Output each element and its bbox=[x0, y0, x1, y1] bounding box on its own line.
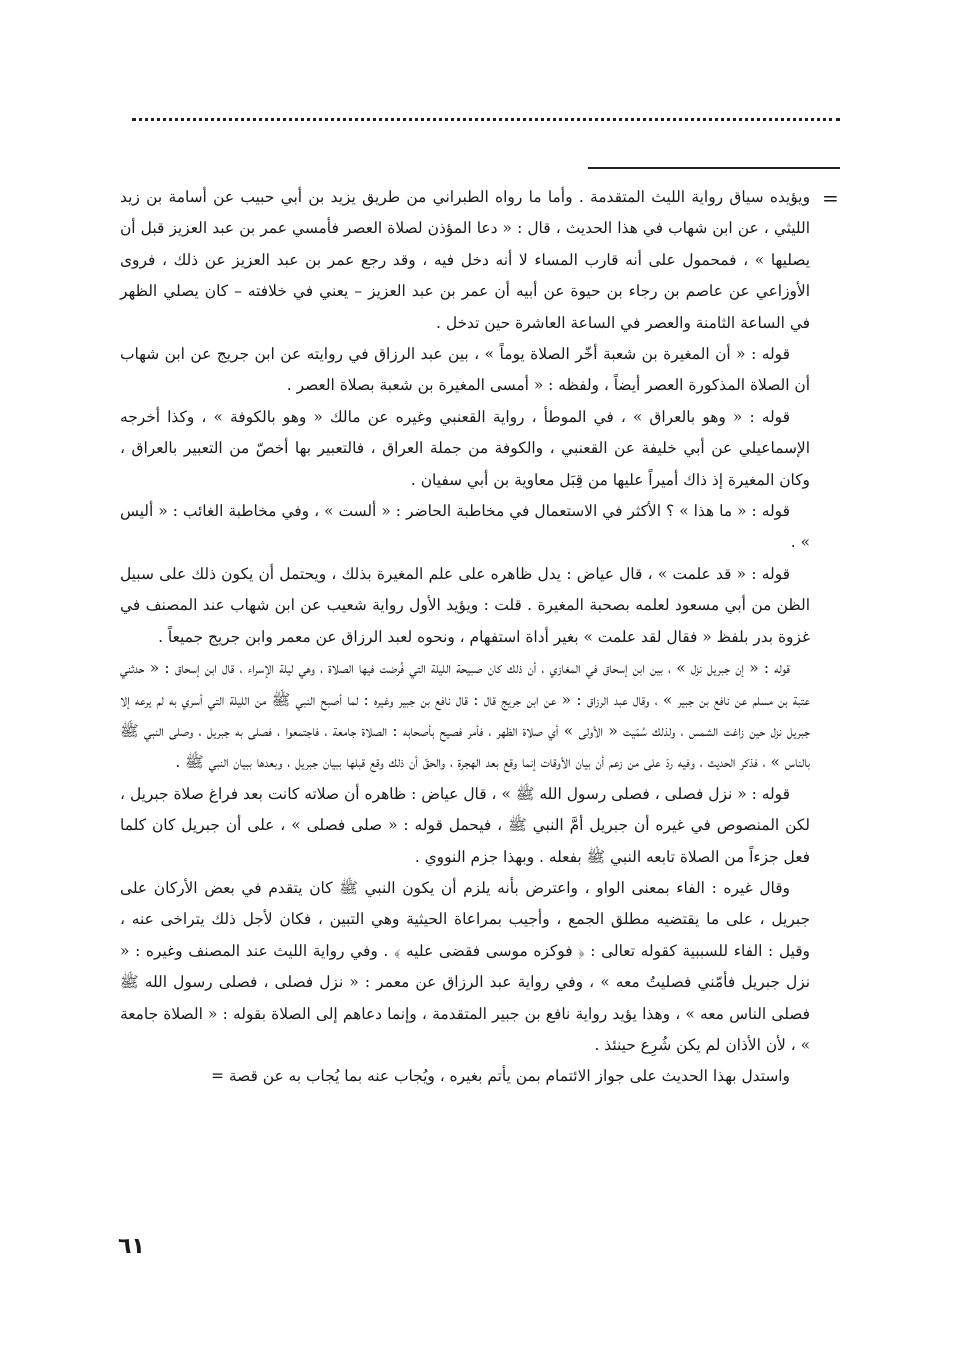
paragraph-2: قوله : « أن المغيرة بن شعبة أخّر الصلاة يوماً » ، بين عبد الرزاق في روايته عن ابن جريج عن ابن شهاب أن الصلاة المذكورة العصر أيضاً ، ولفظه : « أمسى المغيرة بن شعبة بصلاة العصر . bbox=[120, 345, 810, 395]
paragraph-4: قوله : « ما هذا » ؟ الأكثر في الاستعمال في مخاطبة الحاضر : « ألست » ، وفي مخاطبة الغائب : « أليس » . bbox=[120, 502, 810, 552]
page-number: ٦١ bbox=[118, 1234, 145, 1259]
paragraph-9: واستدل بهذا الحديث على جواز الائتمام بمن يأتم بغيره ، ويُجاب عنه بما يُجاب به عن قصة = bbox=[211, 1067, 790, 1086]
paragraph-7: قوله : « نزل فصلى ، فصلى رسول الله ﷺ » ، قال عياض : ظاهره أن صلاته كانت بعد فراغ صلاة جبريل ، لكن المنصوص في غيره أن جبريل أمَّ النبي ﷺ ، فيحمل قوله : « صلى فصلى » ، على أن جبريل كان كلما فعل جزءاً من الصلاة تابعه النبي ﷺ بفعله . وبهذا جزم النووي . bbox=[120, 784, 811, 866]
continuation-mark: = bbox=[822, 186, 839, 210]
paragraph-6: قوله : « إن جبريل نزل » ، بين ابن إسحاق في المغازي ، أن ذلك كان صبيحة الليلة التي فُرضت فيها الصلاة ، وهي ليلة الإسراء ، قال ابن إسحاق : « حدثني عتبة بن مسلم عن نافع بن جبير » ، وقال عبد الرزاق : « عن ابن جريج قال : قال نافع بن جبير وغيره : لما أصبح النبي ﷺ من الليلة التي أسري به لم يرعه إلا جبريل نزل حين زاغت الشمس ، ولذلك سُمّيت « الأولى » أي صلاة الظهر ، فأمر فصيح بأصحابه : الصلاة جامعة ، فاجتمعوا ، فصلى به جبريل ، وصلى النبي ﷺ بالناس » ، فذكر الحديث ، وفيه ردّ على من زعم أن بيان الأوقات إنما وقع بعد الهجرة ، والحقّ أن ذلك وقع قبلها ببيان جبريل ، وبعدها ببيان النبي ﷺ . bbox=[120, 659, 810, 772]
footnote-rule bbox=[588, 167, 840, 169]
paragraph-3: قوله : « وهو بالعراق » ، في الموطأ ، رواية القعنبي وغيره عن مالك « وهو بالكوفة » ، وكذا أخرجه الإسماعيلي عن أبي خليفة عن القعنبي ، والكوفة من جملة العراق ، فالتعبير بها أخصّ من التعبير بالعراق ، وكان المغيرة إذ ذاك أميراً عليها من قِبَل معاوية بن أبي سفيان . bbox=[120, 407, 810, 489]
paragraph-8: وقال غيره : الفاء بمعنى الواو ، واعترض بأنه يلزم أن يكون النبي ﷺ كان يتقدم في بعض الأركان على جبريل ، على ما يقتضيه مطلق الجمع ، وأجيب بمراعاة الحيثية وهي التبين ، فكان لأجل ذلك يتراخى عنه ، وقيل : الفاء للسببية كقوله تعالى : ﴿ فوكزه موسى فقضى عليه ﴾ . وفي رواية الليث عند المصنف وغيره : « نزل جبريل فأمّني فصليتُ معه » ، وفي رواية عبد الرزاق عن معمر : « نزل فصلى ، فصلى رسول الله ﷺ فصلى الناس معه » ، وهذا يؤيد رواية نافع بن جبير المتقدمة ، وإنما دعاهم إلى الصلاة بقوله : « الصلاة جامعة » ، لأن الأذان لم يكن شُرِع حينئذ . bbox=[120, 878, 810, 1054]
commentary-text bbox=[120, 182, 810, 1093]
dotted-separator bbox=[132, 118, 840, 121]
paragraph-1: ويؤيده سياق رواية الليث المتقدمة . وأما ما رواه الطبراني من طريق يزيد بن أبي حبيب عن أسامة بن زيد الليثي ، عن ابن شهاب في هذا الحديث ، قال : « دعا المؤذن لصلاة العصر فأمسي عمر بن عبد العزيز قبل أن يصليها » ، فمحمول على أنه قارب المساء لا أنه دخل فيه ، وقد رجع عمر بن عبد العزيز عن ذلك ، فروى الأوزاعي عن عاصم بن رجاء بن حيوة عن أبيه أن عمر بن عبد العزيز – يعني في خلافته – كان يصلي الظهر في الساعة الثامنة والعصر في الساعة العاشرة حين تدخل . bbox=[120, 188, 810, 332]
paragraph-5: قوله : « قد علمت » ، قال عياض : يدل ظاهره على علم المغيرة بذلك ، ويحتمل أن يكون ذلك على سبيل الظن من أبي مسعود لعلمه بصحبة المغيرة . قلت : ويؤيد الأول رواية شعيب عن ابن شهاب عند المصنف في غزوة بدر بلفظ « فقال لقد علمت » بغير أداة استفهام ، ونحوه لعبد الرزاق عن معمر وابن جريج جميعاً . bbox=[120, 564, 810, 646]
